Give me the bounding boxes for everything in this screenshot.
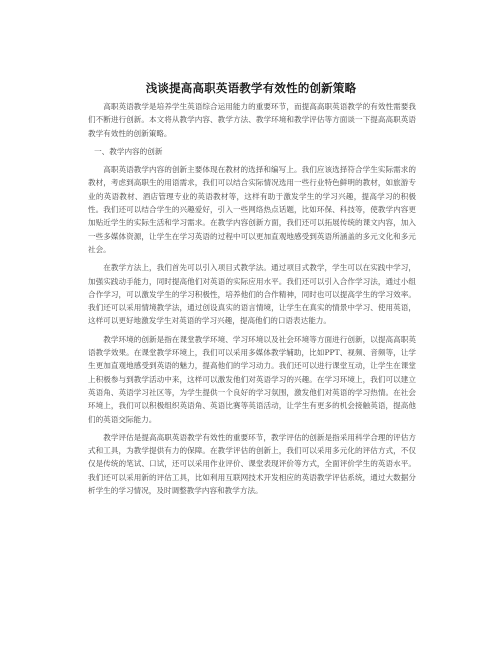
body-paragraph: 教学环境的创新是指在课堂教学环境、学习环境以及社会环境等方面进行创新，以提高高职英语教学效果。在课堂教学环境上，我们可以采用多媒体教学辅助，比如PPT、视频、音频等，让学生更加直观地感受到英语的魅力，提高他们的学习动力。我们还可以进行课堂互动，让学生在课堂上积极参与到教学活动中来，这样可以激发他们对英语学习的兴趣。在学习环境上，我们可以建立英语角、英语学习社区等，为学生提供一个良好的学习氛围，激发他们对英语的学习热情。在社会环境上，我们可以积极组织英语角、英语比赛等英语活动，让学生有更多的机会接触英语，提高他们的英语交际能力。: [88, 334, 416, 424]
section-heading: 一、教学内容的创新: [94, 146, 163, 156]
document-title: 浅谈提高高职英语教学有效性的创新策略: [145, 81, 357, 95]
body-paragraph: 教学评估是提高高职英语教学有效性的重要环节，教学评估的创新是指采用科学合理的评估方式和工具，为教学提供有力的保障。在教学评估的创新上，我们可以采用多元化的评估方式，不仅仅是传统的笔试、口试，还可以采用作业评价、课堂表现评价等方式，全面评价学生的英语水平。我们还可以采用新的评估工具，比如利用互联网技术开发相应的英语教学评估系统，通过大数据分析学生的学习情况，及时调整教学内容和教学方法。: [88, 432, 416, 496]
intro-paragraph: 高职英语教学是培养学生英语综合运用能力的重要环节，而提高高职英语教学的有效性需要我们不断进行创新。本文将从教学内容、教学方法、教学环境和教学评估等方面谈一下提高高职英语教学有效性的创新策略。: [88, 102, 416, 138]
body-paragraph: 在教学方法上，我们首先可以引入项目式教学法。通过项目式教学，学生可以在实践中学习，加强实践动手能力，同时提高他们对英语的实际应用水平。我们还可以引入合作学习法，通过小组合作学习，可以激发学生的学习积极性，培养他们的合作精神，同时也可以提高学生的学习效率。我们还可以采用情境教学法，通过创设真实的语言情境，让学生在真实的情景中学习、使用英语，这样可以更好地激发学生对英语的学习兴趣，提高他们的口语表达能力。: [88, 263, 416, 326]
document-body: [88, 100, 416, 502]
body-paragraph: 高职英语教学内容的创新主要体现在教材的选择和编写上。我们应该选择符合学生实际需求的教材，考虑到高职生的用语需求，我们可以结合实际情况选用一些行业特色鲜明的教材，如旅游专业的英语教材、酒店管理专业的英语教材等，这样有助于激发学生的学习兴趣，提高学习的积极性。我们还可以结合学生的兴趣爱好，引入一些网络热点话题，比如环保、科技等，使教学内容更加贴近学生的实际生活和学习需求。在教学内容创新方面，我们还可以拓展传统的课文内容，加入一些多媒体资源，让学生在学习英语的过程中可以更加直观地感受到英语所涵盖的多元文化和多元社会。: [88, 165, 416, 254]
